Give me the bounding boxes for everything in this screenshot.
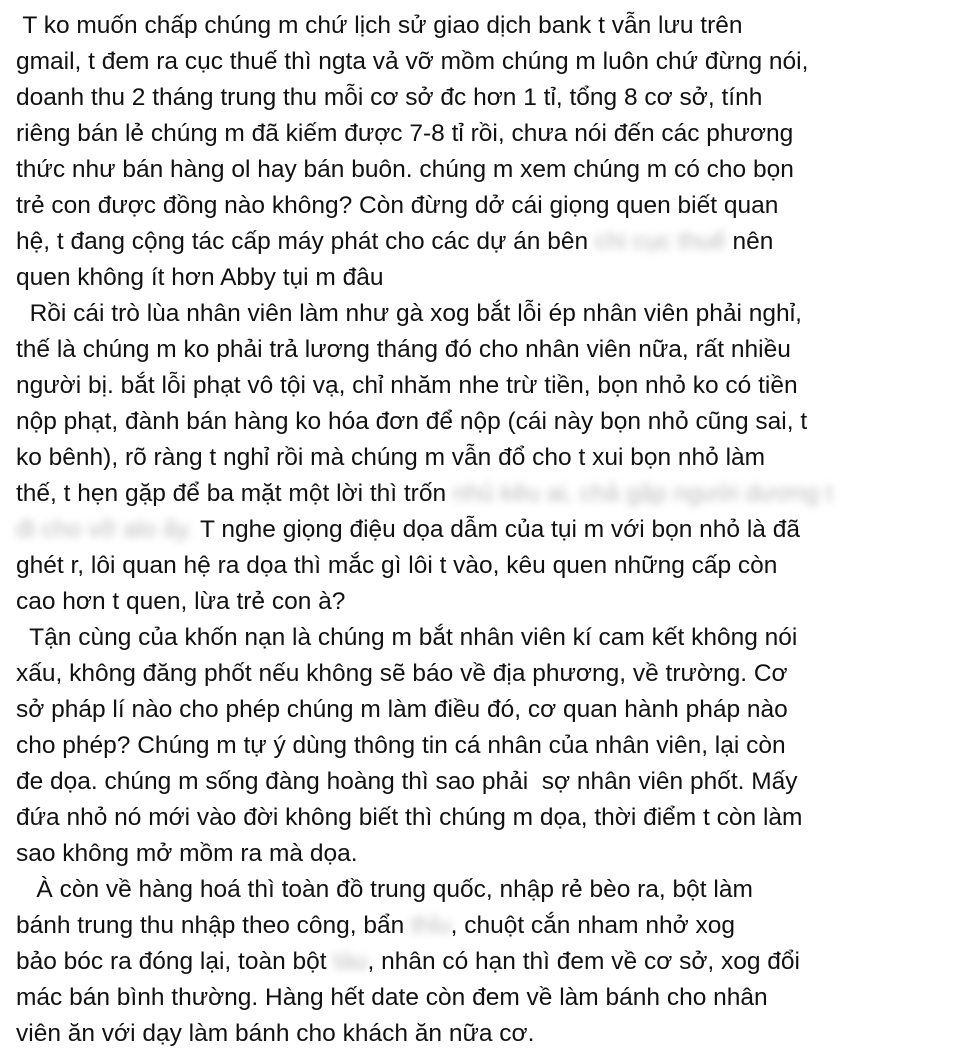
- post-line: [16, 404, 966, 440]
- line-text: nộp phạt, đành bán hàng ko hóa đơn để nộp (cái này bọn nhỏ cũng sai, t: [16, 408, 808, 435]
- line-text: , nhân có hạn thì đem về cơ sở, xog đổi: [367, 948, 800, 975]
- line-text: đe dọa. chúng m sống đàng hoàng thì sao phải sợ nhân viên phốt. Mấy: [16, 768, 798, 795]
- line-text: riêng bán lẻ chúng m đã kiếm được 7-8 tỉ rồi, chưa nói đến các phương: [16, 120, 794, 147]
- post-line: [16, 152, 966, 188]
- post-line: [16, 908, 966, 944]
- post-body: [16, 8, 966, 1052]
- post-line: [16, 188, 966, 224]
- line-text: thế là chúng m ko phải trả lương tháng đó cho nhân viên nữa, rất nhiều: [16, 336, 791, 363]
- line-text: , chuột cắn nham nhở xog: [450, 912, 735, 939]
- line-text: doanh thu 2 tháng trung thu mỗi cơ sở đc hơn 1 tỉ, tổng 8 cơ sở, tính: [16, 84, 763, 111]
- line-text: thế, t hẹn gặp để ba mặt một lời thì trốn: [16, 480, 453, 507]
- blurred-text: chi cục thuế: [594, 228, 726, 255]
- post-line: [16, 332, 966, 368]
- post-line: [16, 1016, 966, 1052]
- blurred-text: nhủ kêu ai, chả gặp người dương t: [452, 480, 833, 507]
- post-line: [16, 116, 966, 152]
- line-text: Tận cùng của khốn nạn là chúng m bắt nhân viên kí cam kết không nói: [16, 624, 798, 651]
- line-text: bánh trung thu nhập theo công, bẩn: [16, 912, 412, 939]
- post-line: [16, 656, 966, 692]
- post-line: [16, 80, 966, 116]
- post-line: [16, 296, 966, 332]
- post-line: [16, 944, 966, 980]
- post-line: [16, 800, 966, 836]
- post-line: [16, 584, 966, 620]
- blurred-text: tàu: [333, 948, 368, 975]
- line-text: À còn về hàng hoá thì toàn đồ trung quốc, nhập rẻ bèo ra, bột làm: [16, 876, 753, 903]
- blurred-text: đi cho vỡ alo ấy.: [16, 516, 194, 543]
- line-text: viên ăn với dạy làm bánh cho khách ăn nữa cơ.: [16, 1020, 535, 1047]
- line-text: trẻ con được đồng nào không? Còn đừng dở cái giọng quen biết quan: [16, 192, 779, 219]
- line-text: thức như bán hàng ol hay bán buôn. chúng m xem chúng m có cho bọn: [16, 156, 794, 183]
- line-text: cao hơn t quen, lừa trẻ con à?: [16, 588, 346, 615]
- post-line: [16, 8, 966, 44]
- line-text: cho phép? Chúng m tự ý dùng thông tin cá nhân của nhân viên, lại còn: [16, 732, 786, 759]
- post-line: [16, 548, 966, 584]
- post-line: [16, 764, 966, 800]
- post-line: [16, 368, 966, 404]
- post-line: [16, 44, 966, 80]
- line-text: đứa nhỏ nó mới vào đời không biết thì chúng m dọa, thời điểm t còn làm: [16, 804, 803, 831]
- post-line: [16, 692, 966, 728]
- post-line: [16, 440, 966, 476]
- post-line: [16, 260, 966, 296]
- line-text: ko bênh), rõ ràng t nghỉ rồi mà chúng m vẫn đổ cho t xui bọn nhỏ làm: [16, 444, 766, 471]
- line-text: sở pháp lí nào cho phép chúng m làm điều đó, cơ quan hành pháp nào: [16, 696, 788, 723]
- line-text: ghét r, lôi quan hệ ra dọa thì mắc gì lôi t vào, kêu quen những cấp còn: [16, 552, 778, 579]
- post-line: [16, 872, 966, 908]
- line-text: hệ, t đang cộng tác cấp máy phát cho các dự án bên: [16, 228, 595, 255]
- post-line: [16, 836, 966, 872]
- line-text: nên: [725, 228, 774, 255]
- line-text: mác bán bình thường. Hàng hết date còn đem về làm bánh cho nhân: [16, 984, 768, 1011]
- line-text: bảo bóc ra đóng lại, toàn bột: [16, 948, 334, 975]
- line-text: T ko muốn chấp chúng m chứ lịch sử giao dịch bank t vẫn lưu trên: [16, 12, 743, 39]
- post-line: [16, 224, 966, 260]
- line-text: sao không mở mồm ra mà dọa.: [16, 840, 358, 867]
- line-text: T nghe giọng điệu dọa dẫm của tụi m với bọn nhỏ là đã: [193, 516, 800, 543]
- post-line: [16, 476, 966, 512]
- line-text: người bị. bắt lỗi phạt vô tội vạ, chỉ nhăm nhe trừ tiền, bọn nhỏ ko có tiền: [16, 372, 798, 399]
- post-line: [16, 728, 966, 764]
- line-text: quen không ít hơn Abby tụi m đâu: [16, 264, 384, 291]
- post-line: [16, 980, 966, 1016]
- post-line: [16, 620, 966, 656]
- line-text: gmail, t đem ra cục thuế thì ngta vả vỡ mồm chúng m luôn chứ đừng nói,: [16, 48, 809, 75]
- line-text: Rồi cái trò lùa nhân viên làm như gà xog bắt lỗi ép nhân viên phải nghỉ,: [16, 300, 802, 327]
- blurred-text: thỉu: [411, 912, 451, 939]
- line-text: xấu, không đăng phốt nếu không sẽ báo về địa phương, về trường. Cơ: [16, 660, 788, 687]
- post-line: [16, 512, 966, 548]
